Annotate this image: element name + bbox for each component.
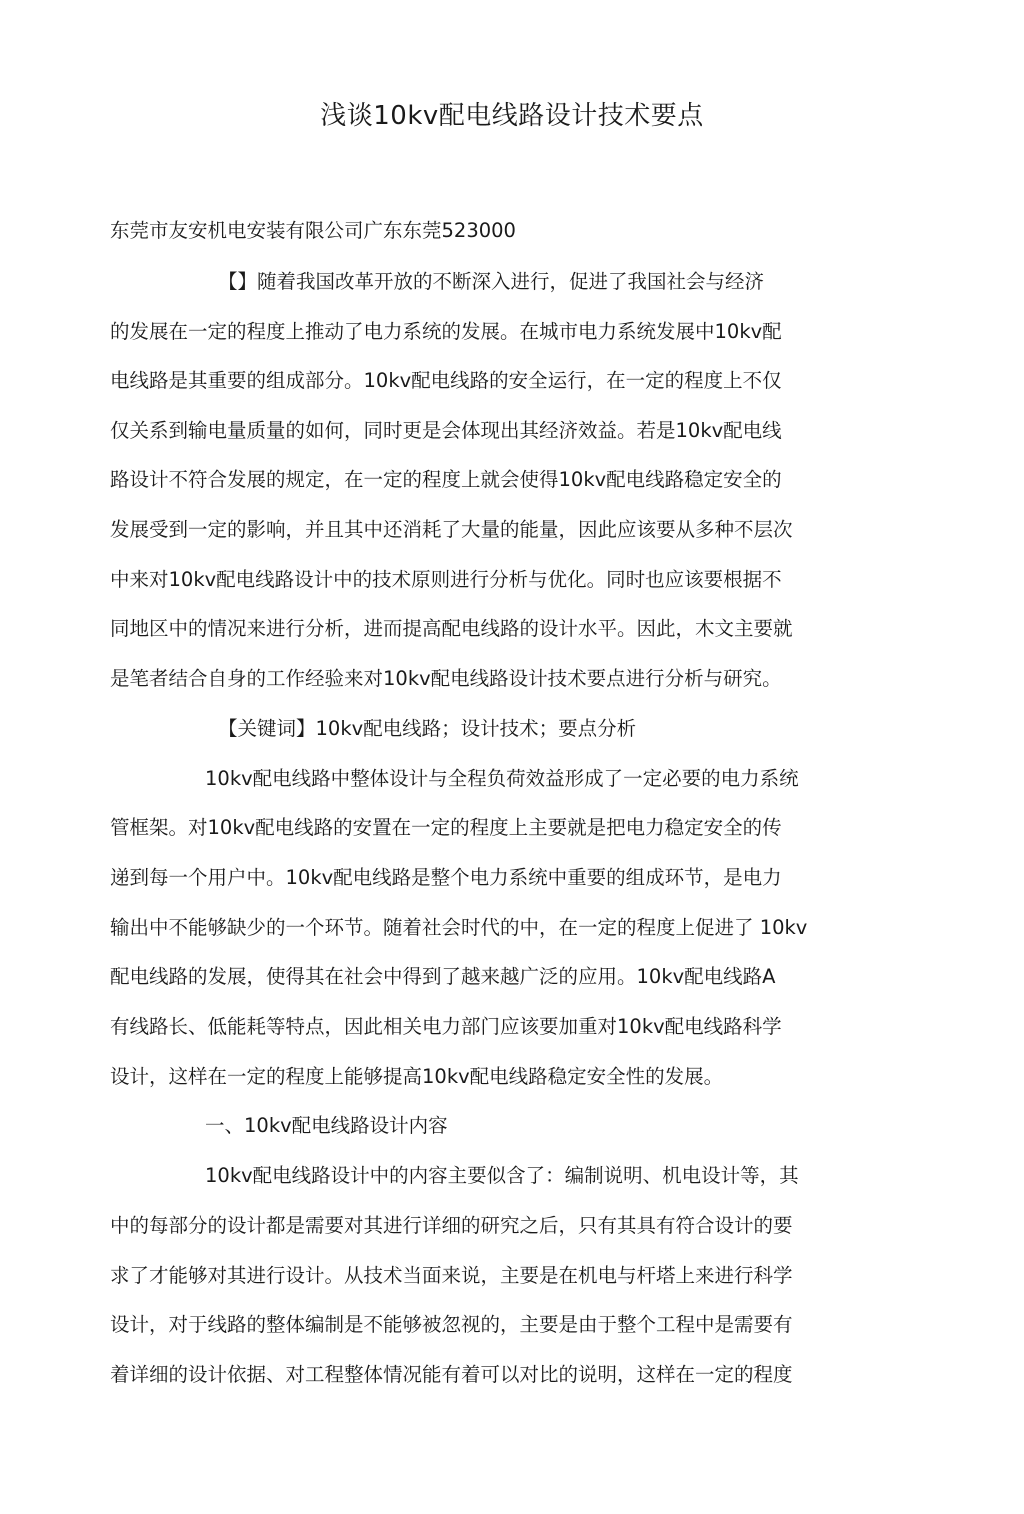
body-line: 中的每部分的设计都是需要对其进行详细的研究之后，只有其具有符合设计的要 (110, 1214, 793, 1237)
body-line: 设计，这样在一定的程度上能够提高10kv配电线路稳定安全性的发展。 (110, 1065, 724, 1088)
body-line: 有线路长、低能耗等特点，因此相关电力部门应该要加重对10kv配电线路科学 (110, 1015, 782, 1038)
body-line: 输出中不能够缺少的一个环节。随着社会时代的中，在一定的程度上促进了 10kv (110, 916, 808, 939)
body-line: 设计，对于线路的整体编制是不能够被忽视的，主要是由于整个工程中是需要有 (110, 1313, 793, 1336)
body-line: 求了才能够对其进行设计。从技术当面来说，主要是在机电与杆塔上来进行科学 (110, 1264, 793, 1287)
abstract-line: 发展受到一定的影响，并且其中还消耗了大量的能量，因此应该要从多种不层次 (110, 518, 793, 541)
abstract-line: 的发展在一定的程度上推动了电力系统的发展。在城市电力系统发展中10kv配 (110, 320, 782, 343)
body-line: 配电线路的发展，使得其在社会中得到了越来越广泛的应用。10kv配电线路A (110, 965, 776, 988)
body-line: 递到每一个用户中。10kv配电线路是整个电力系统中重要的组成环节，是电力 (110, 866, 782, 889)
abstract-line: 【】随着我国改革开放的不断深入进行，促进了我国社会与经济 (218, 270, 765, 293)
abstract-line: 中来对10kv配电线路设计中的技术原则进行分析与优化。同时也应该要根据不 (110, 568, 782, 591)
abstract-line: 路设计不符合发展的规定，在一定的程度上就会使得10kv配电线路稳定安全的 (110, 468, 782, 491)
keywords-line: 【关键词】10kv配电线路；设计技术；要点分析 (218, 717, 637, 740)
body-line: 10kv配电线路中整体设计与全程负荷效益形成了一定必要的电力系统 (205, 767, 799, 790)
author-affiliation: 东莞市友安机电安装有限公司广东东莞523000 (110, 219, 516, 242)
document-title: 浅谈10kv配电线路设计技术要点 (320, 101, 704, 131)
section-heading: 一、10kv配电线路设计内容 (205, 1114, 448, 1137)
abstract-line: 仅关系到输电量质量的如何，同时更是会体现出其经济效益。若是10kv配电线 (110, 419, 782, 442)
abstract-line: 电线路是其重要的组成部分。10kv配电线路的安全运行，在一定的程度上不仅 (110, 369, 782, 392)
body-line: 管框架。对10kv配电线路的安置在一定的程度上主要就是把电力稳定安全的传 (110, 816, 782, 839)
abstract-line: 同地区中的情况来进行分析，进而提高配电线路的设计水平。因此，木文主要就 (110, 617, 793, 640)
abstract-line: 是笔者结合自身的工作经验来对10kv配电线路设计技术要点进行分析与研究。 (110, 667, 782, 690)
body-line: 10kv配电线路设计中的内容主要似含了：编制说明、机电设计等，其 (205, 1164, 799, 1187)
body-line: 着详细的设计依据、对工程整体情况能有着可以对比的说明，这样在一定的程度 (110, 1363, 793, 1386)
